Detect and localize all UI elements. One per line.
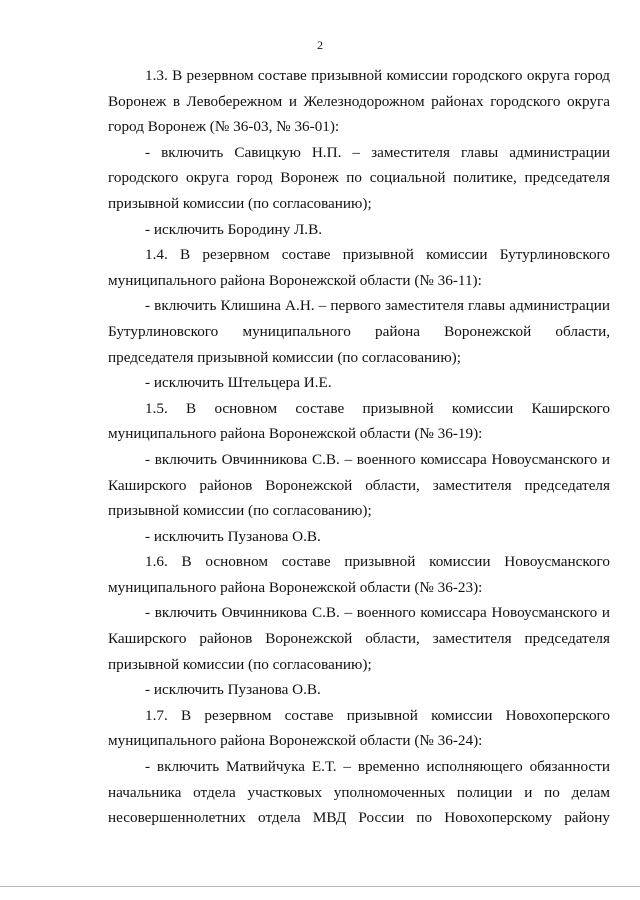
paragraph-1-6-heading: 1.6. В основном составе призывной комиссии Новоусманского муниципального района Воронежской области (№ 36-23): [108, 553, 610, 596]
paragraph-1-3-heading: 1.3. В резервном составе призывной комиссии городского округа город Воронеж в Левобережном и Железнодорожном районах городского округа город Воронеж (№ 36-03, № 36-01): [108, 67, 610, 136]
paragraph-1-7-include: - включить Матвийчука Е.Т. – временно исполняющего обязанности начальника отдела участковых уполномоченных полиции и по делам несовершеннолетних отдела МВД России по Новохоперскому району [108, 758, 610, 827]
paragraph-1-7-heading: 1.7. В резервном составе призывной комиссии Новохоперского муниципального района Воронежской области (№ 36-24): [108, 706, 610, 750]
paragraph-1-3-exclude: - исключить Бородину Л.В. [145, 220, 323, 238]
paragraph-1-4-exclude: - исключить Штельцера И.Е. [145, 374, 332, 392]
paragraph-1-5-include: - включить Овчинникова С.В. – военного комиссара Новоусманского и Каширского районов Воронежской области, заместителя председателя призывной комиссии (по согласованию); [108, 450, 610, 520]
paragraph-1-5-heading: 1.5. В основном составе призывной комиссии Каширского муниципального района Воронежской области (№ 36-19): [108, 399, 610, 443]
paragraph-1-6-include: - включить Овчинникова С.В. – военного комиссара Новоусманского и Каширского районов Воронежской области, заместителя председателя призывной комиссии (по согласованию); [108, 604, 610, 673]
page-number: 2 [317, 38, 323, 52]
paragraph-1-6-exclude: - исключить Пузанова О.В. [145, 681, 321, 699]
document-body [108, 63, 610, 831]
paragraph-1-4-heading: 1.4. В резервном составе призывной комиссии Бутурлиновского муниципального района Воронежской области (№ 36-11): [108, 246, 610, 289]
paragraph-1-4-include: - включить Клишина А.Н. – первого заместителя главы администрации Бутурлиновского муниципального района Воронежской области, председателя призывной комиссии (по согласованию); [108, 297, 610, 366]
paragraph-1-5-exclude: - исключить Пузанова О.В. [145, 527, 321, 545]
paragraph-1-3-include: - включить Савицкую Н.П. – заместителя главы администрации городского округа город Воронеж по социальной политике, председателя призывной комиссии (по согласованию); [108, 143, 610, 212]
scan-edge-divider [0, 886, 640, 887]
